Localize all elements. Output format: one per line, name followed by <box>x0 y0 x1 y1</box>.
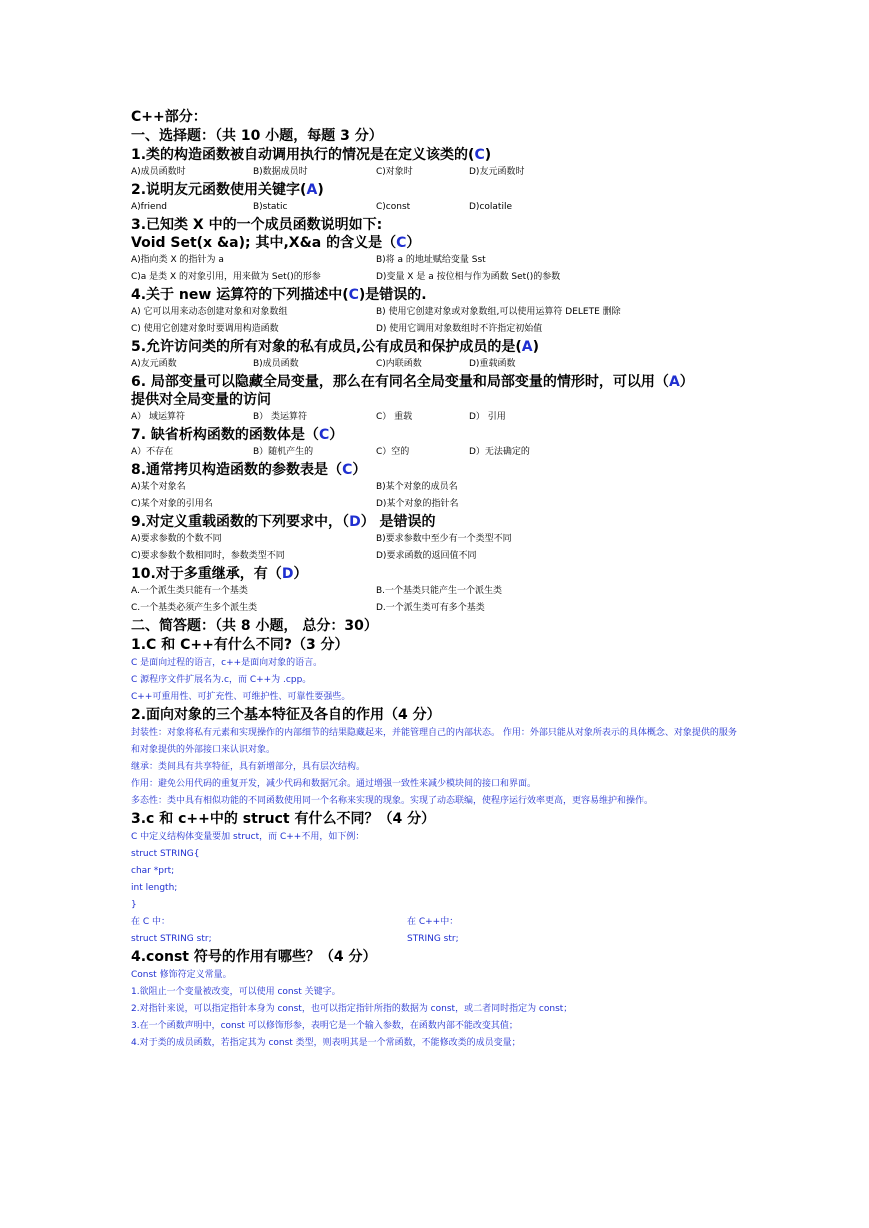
option-b: B)static <box>253 202 288 212</box>
option-d: D.一个派生类可有多个基类 <box>376 603 485 613</box>
answer-5: A <box>521 339 533 355</box>
answer-8: C <box>342 462 353 478</box>
question-2: 2.说明友元函数使用关键字(A) <box>131 182 324 198</box>
answer-paragraph: 封装性：对象将私有元素和实现操作的内部细节的结果隐藏起来，并能管理自己的内部状态。 作用：外部只能从对象所表示的具体概念、对象提供的服务和对象提供的外部接口来认识对象。 <box>131 728 737 755</box>
options-2 <box>131 199 743 216</box>
code-line: int length; <box>131 883 178 893</box>
cpp-label: 在 C++中： <box>407 917 459 927</box>
option-b: B)成员函数 <box>253 359 299 369</box>
question-10: 10.对于多重继承，有（D） <box>131 566 308 582</box>
option-c: C）空的 <box>376 447 410 457</box>
option-b: B)某个对象的成员名 <box>376 482 458 492</box>
option-c: C) 使用它创建对象时要调用构造函数 <box>131 324 279 334</box>
code-line: } <box>131 900 137 910</box>
question-3: 3.已知类 X 中的一个成员函数说明如下: <box>131 217 383 233</box>
question-6-line2: 提供对全局变量的访问 <box>131 392 271 408</box>
question-6: 6. 局部变量可以隐藏全局变量，那么在有同名全局变量和局部变量的情形时，可以用（A） <box>131 374 694 390</box>
options-3-row1 <box>131 252 743 269</box>
question-9: 9.对定义重载函数的下列要求中，（D） 是错误的 <box>131 514 436 530</box>
short-question-1: 1.C 和 C++有什么不同?（3 分） <box>131 637 349 653</box>
option-d: D）无法确定的 <box>469 447 530 457</box>
answer-line: 继承：类间具有共享特征，具有新增部分，具有层次结构。 <box>131 762 366 772</box>
answer-line: C 是面向过程的语言，c++是面向对象的语言。 <box>131 658 323 668</box>
option-c: C.一个基类必须产生多个派生类 <box>131 603 258 613</box>
question-7: 7. 缺省析构函数的函数体是（C） <box>131 427 344 443</box>
answer-3: C <box>396 235 407 251</box>
option-c: C)const <box>376 202 411 212</box>
options-7 <box>131 444 743 461</box>
answer-7: C <box>318 427 330 443</box>
answer-line: C 源程序文件扩展名为.c，而 C++为 .cpp。 <box>131 675 312 685</box>
option-d: D)某个对象的指针名 <box>376 499 459 509</box>
option-d: D)重载函数 <box>469 359 516 369</box>
answer-6: A <box>668 374 680 390</box>
options-8-row1 <box>131 479 743 496</box>
answer-1: C <box>474 147 485 163</box>
options-8-row2 <box>131 496 743 513</box>
option-a: A） 域运算符 <box>131 412 186 422</box>
option-c: C） 重载 <box>376 412 413 422</box>
answer-paragraph: 多态性：类中具有相似功能的不同函数使用同一个名称来实现的现象。实现了动态联编，使程序运行效率更高，更容易维护和操作。 <box>131 796 654 806</box>
option-b: B.一个基类只能产生一个派生类 <box>376 586 503 596</box>
document-page <box>131 108 743 1052</box>
options-4-row2 <box>131 321 743 338</box>
option-b: B）随机产生的 <box>253 447 314 457</box>
option-a: A)要求参数的个数不同 <box>131 534 222 544</box>
answer-line: Const 修饰符定义常量。 <box>131 970 232 980</box>
option-c: C)某个对象的引用名 <box>131 499 213 509</box>
option-b: B)将 a 的地址赋给变量 Sst <box>376 255 486 265</box>
answer-2: A <box>306 182 318 198</box>
short-question-4: 4.const 符号的作用有哪些？（4 分） <box>131 949 377 965</box>
options-6 <box>131 409 743 426</box>
section-heading-short-answer: 二、简答题：（共 8 小题， 总分：30） <box>131 618 378 634</box>
short-question-2: 2.面向对象的三个基本特征及各自的作用（4 分） <box>131 707 441 723</box>
option-b: B) 使用它创建对象或对象数组,可以使用运算符 DELETE 删除 <box>376 307 621 317</box>
option-d: D)colatile <box>469 202 512 212</box>
options-10-row2 <box>131 600 743 617</box>
option-c: C)a 是类 X 的对象引用，用来做为 Set()的形参 <box>131 272 321 282</box>
option-b: B)要求参数中至少有一个类型不同 <box>376 534 512 544</box>
short-question-3: 3.c 和 c++中的 struct 有什么不同？（4 分） <box>131 811 436 827</box>
answer-line: 1.欲阻止一个变量被改变，可以使用 const 关键字。 <box>131 987 341 997</box>
options-4-row1 <box>131 304 743 321</box>
option-a: A)friend <box>131 202 167 212</box>
answer-10: D <box>281 566 294 582</box>
doc-title: C++部分： <box>131 109 207 125</box>
answer-line: C++可重用性、可扩充性、可维护性、可靠性要强些。 <box>131 692 351 702</box>
option-a: A)成员函数时 <box>131 167 186 177</box>
options-3-row2 <box>131 269 743 286</box>
option-d: D） 引用 <box>469 412 506 422</box>
section-heading-choice: 一、选择题：（共 10 小题，每题 3 分） <box>131 128 383 144</box>
answer-line: C 中定义结构体变量要加 struct，而 C++不用，如下例： <box>131 832 365 842</box>
c-label: 在 C 中： <box>131 917 171 927</box>
option-d: D)变量 X 是 a 按位相与作为函数 Set()的参数 <box>376 272 561 282</box>
question-5: 5.允许访问类的所有对象的私有成员,公有成员和保护成员的是(A) <box>131 339 540 355</box>
option-c: C)内联函数 <box>376 359 422 369</box>
answer-4: C <box>348 287 359 303</box>
option-b: B） 类运算符 <box>253 412 308 422</box>
option-d: D) 使用它调用对象数组时不许指定初始值 <box>376 324 543 334</box>
answer-line: 3.在一个函数声明中，const 可以修饰形参，表明它是一个输入参数，在函数内部不能改变其值； <box>131 1021 518 1031</box>
question-3-line2: Void Set(x &a); 其中,X&a 的含义是（C） <box>131 235 421 251</box>
options-9-row2 <box>131 548 743 565</box>
option-d: D)要求函数的返回值不同 <box>376 551 477 561</box>
option-a: A)某个对象名 <box>131 482 186 492</box>
option-c: C)对象时 <box>376 167 413 177</box>
options-10-row1 <box>131 583 743 600</box>
option-a: A) 它可以用来动态创建对象和对象数组 <box>131 307 288 317</box>
compare-labels <box>131 914 743 931</box>
options-9-row1 <box>131 531 743 548</box>
answer-line: 4.对于类的成员函数，若指定其为 const 类型，则表明其是一个常函数，不能修改类的成员变量； <box>131 1038 521 1048</box>
options-1 <box>131 164 743 181</box>
question-1: 1.类的构造函数被自动调用执行的情况是在定义该类的(C) <box>131 147 492 163</box>
option-a: A)指向类 X 的指针为 a <box>131 255 224 265</box>
compare-code <box>131 931 743 948</box>
code-line: char *prt; <box>131 866 175 876</box>
option-b: B)数据成员时 <box>253 167 308 177</box>
answer-9: D <box>349 514 361 530</box>
answer-line: 作用：避免公用代码的重复开发，减少代码和数据冗余。通过增强一致性来减少模块间的接口和界面。 <box>131 779 537 789</box>
options-5 <box>131 356 743 373</box>
option-d: D)友元函数时 <box>469 167 525 177</box>
answer-line: 2.对指针来说，可以指定指针本身为 const，也可以指定指针所指的数据为 const，或二者同时指定为 const； <box>131 1004 573 1014</box>
c-code: struct STRING str; <box>131 934 212 944</box>
code-line: struct STRING{ <box>131 849 200 859</box>
question-4: 4.关于 new 运算符的下列描述中(C)是错误的. <box>131 287 427 303</box>
option-a: A.一个派生类只能有一个基类 <box>131 586 248 596</box>
cpp-code: STRING str; <box>407 934 459 944</box>
option-a: A)友元函数 <box>131 359 177 369</box>
question-8: 8.通常拷贝构造函数的参数表是（C） <box>131 462 367 478</box>
option-a: A）不存在 <box>131 447 174 457</box>
option-c: C)要求参数个数相同时，参数类型不同 <box>131 551 285 561</box>
